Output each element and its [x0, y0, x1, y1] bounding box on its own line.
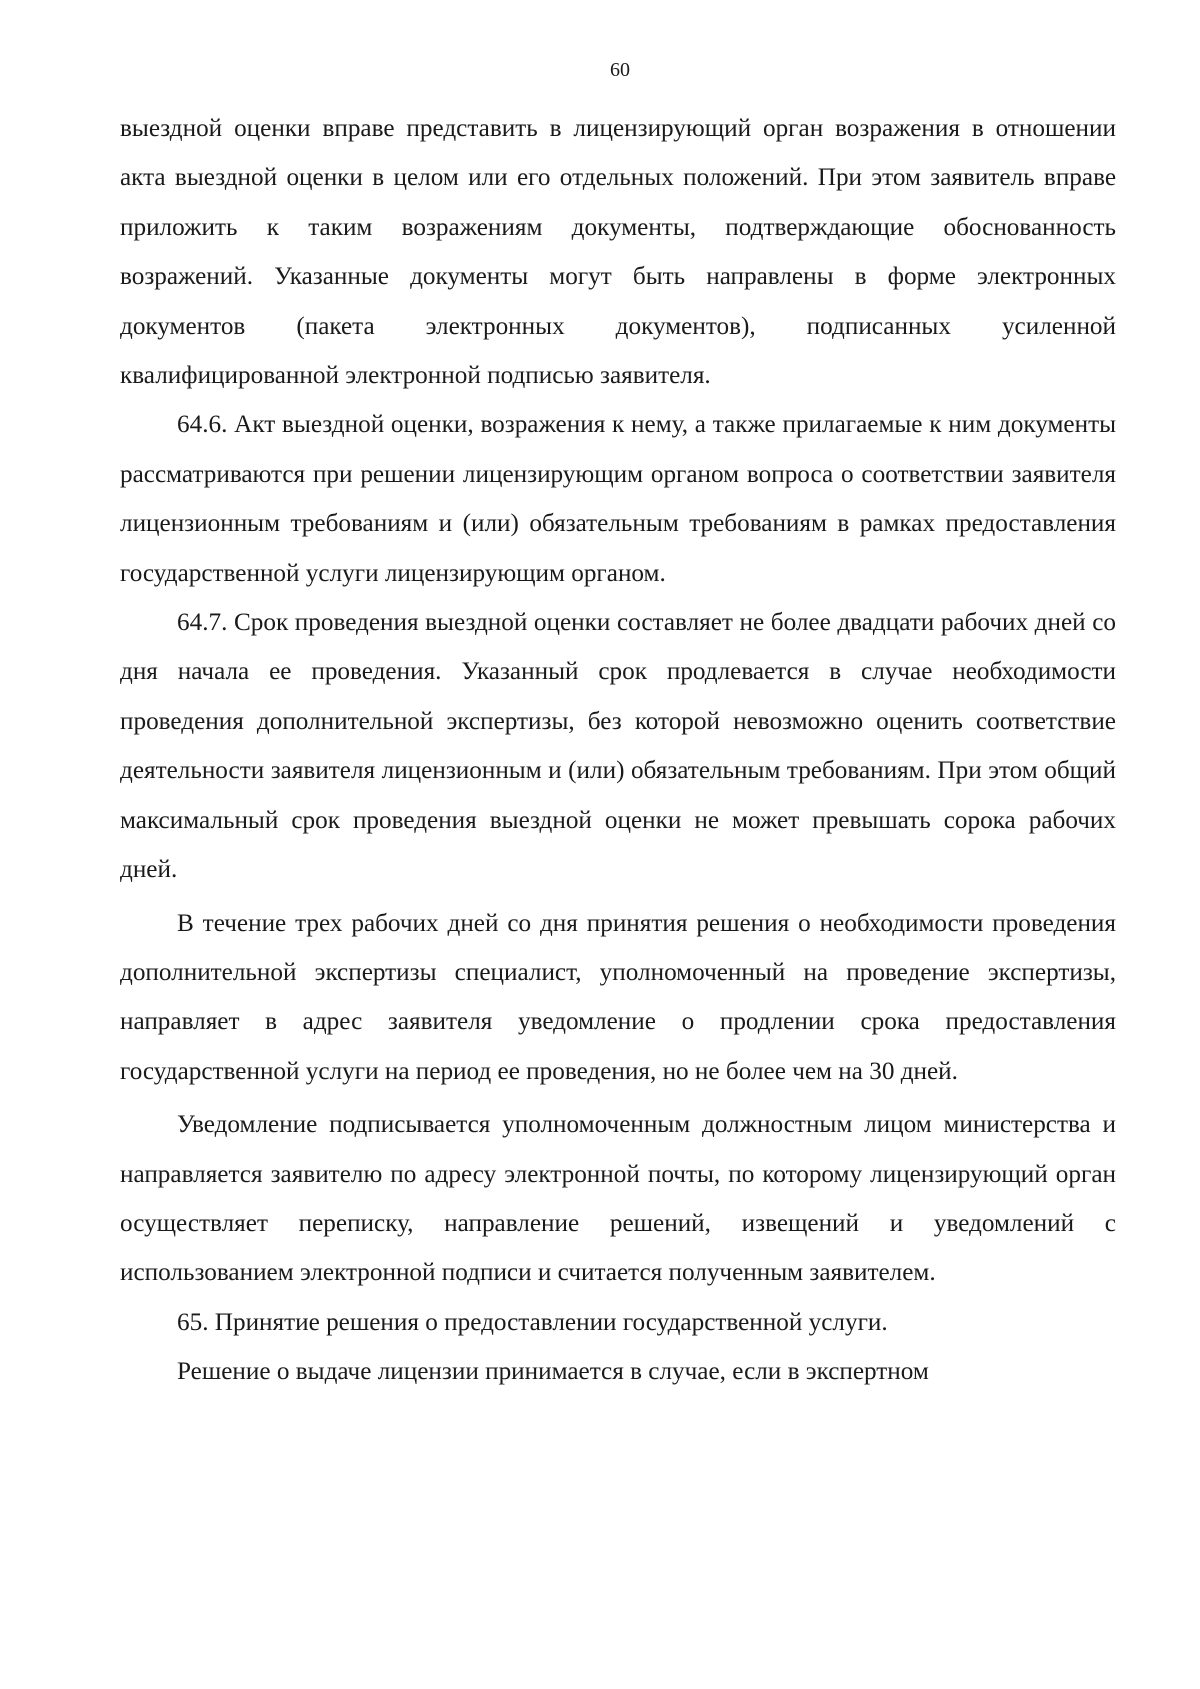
paragraph-extension-notice: В течение трех рабочих дней со дня принятия решения о необходимости проведения дополнительной экспертизы специалист, уполномоченный на проведение экспертизы, направляет в адрес заявителя уведомление о продлении срока предоставления государственной услуги на период ее проведения, но не более чем на 30 дней. — [120, 909, 1116, 1085]
page-number: 60 — [610, 59, 630, 81]
paragraph-65-heading: 65. Принятие решения о предоставлении государственной услуги. — [177, 1308, 888, 1336]
paragraph-license-decision: Решение о выдаче лицензии принимается в случае, если в экспертном — [177, 1358, 929, 1386]
paragraph-64-7: 64.7. Срок проведения выездной оценки составляет не более двадцати рабочих дней со дня начала ее проведения. Указанный срок продлевается в случае необходимости проведения дополнительной экспертизы, без которой невозможно оценить соответствие деятельности заявителя лицензионным и (или) обязательным требованиям. При этом общий максимальный срок проведения выездной оценки не может превышать сорока рабочих дней. — [120, 609, 1116, 884]
document-body — [120, 104, 1116, 1397]
paragraph-notification: Уведомление подписывается уполномоченным должностным лицом министерства и направляется заявителю по адресу электронной почты, по которому лицензирующий орган осуществляет переписку, направление решений, извещений и уведомлений с использованием электронной подписи и считается полученным заявителем. — [120, 1111, 1116, 1287]
paragraph-continuation: выездной оценки вправе представить в лицензирующий орган возражения в отношении акта выездной оценки в целом или его отдельных положений. При этом заявитель вправе приложить к таким возражениям документы, подтверждающие обоснованность возражений. Указанные документы могут быть направлены в форме электронных документов (пакета электронных документов), подписанных усиленной квалифицированной электронной подписью заявителя. — [120, 115, 1116, 390]
paragraph-64-6: 64.6. Акт выездной оценки, возражения к нему, а также прилагаемые к ним документы рассматриваются при решении лицензирующим органом вопроса о соответствии заявителя лицензионным требованиям и (или) обязательным требованиям в рамках предоставления государственной услуги лицензирующим органом. — [120, 411, 1116, 587]
